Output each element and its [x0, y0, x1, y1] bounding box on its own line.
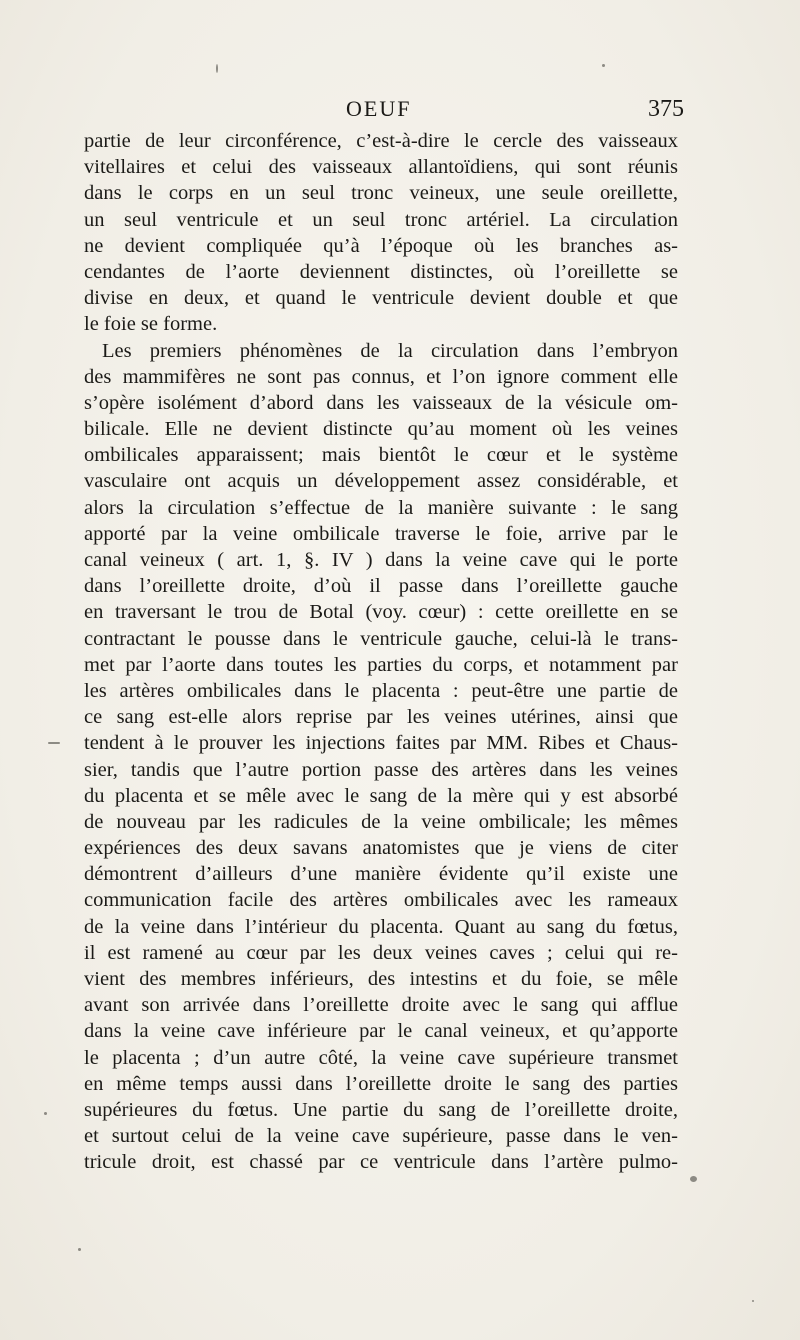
running-head: OEUF: [346, 96, 412, 121]
scan-speck: [752, 1300, 754, 1302]
text-line: sier, tandis que l’autre portion passe des artères dans les veines: [84, 758, 678, 781]
scan-speck: [690, 1176, 697, 1182]
text-line: démontrent d’ailleurs d’une manière évidente qu’il existe une: [84, 863, 678, 886]
body-text: [84, 128, 678, 1176]
text-line: communication facile des artères ombilicales avec les rameaux: [84, 889, 678, 912]
text-line: canal veineux ( art. 1, §. IV ) dans la veine cave qui le porte: [84, 549, 678, 571]
text-line: divise en deux, et quand le ventricule devient double et que: [84, 287, 678, 310]
text-line: avant son arrivée dans l’oreillette droite avec le sang qui afflue: [84, 994, 678, 1017]
text-line: supérieures du fœtus. Une partie du sang de l’oreillette droite,: [84, 1098, 678, 1121]
text-line: en traversant le trou de Botal (voy. cœur) : cette oreillette en se: [84, 601, 678, 624]
text-line: vient des membres inférieurs, des intestins et du foie, se mêle: [84, 968, 678, 990]
text-line: le foie se forme.: [84, 313, 218, 336]
page-number: 375: [648, 96, 684, 122]
scan-speck: [216, 64, 218, 73]
text-line: un seul ventricule et un seul tronc artériel. La circulation: [84, 208, 678, 231]
text-line: Les premiers phénomènes de la circulation dans l’embryon: [102, 339, 678, 362]
text-line: ne devient compliquée qu’à l’époque où les branches as-: [84, 234, 678, 257]
text-line: contractant le pousse dans le ventricule gauche, celui-là le trans-: [84, 627, 678, 650]
text-line: les artères ombilicales dans le placenta : peut-être une partie de: [84, 679, 678, 702]
scan-speck: [44, 1112, 47, 1115]
text-line: partie de leur circonférence, c’est-à-dire le cercle des vaisseaux: [84, 130, 678, 152]
text-line: alors la circulation s’effectue de la manière suivante : le sang: [84, 496, 678, 519]
text-line: dans la veine cave inférieure par le canal veineux, et qu’apporte: [84, 1020, 678, 1043]
text-line: cendantes de l’aorte deviennent distinctes, où l’oreillette se: [84, 260, 678, 283]
text-line: vitellaires et celui des vaisseaux allantoïdiens, qui sont réunis: [84, 156, 678, 179]
text-line: de nouveau par les radicules de la veine ombilicale; les mêmes: [84, 810, 678, 833]
text-line: et surtout celui de la veine cave supérieure, passe dans le ven-: [84, 1125, 678, 1148]
text-line: met par l’aorte dans toutes les parties du corps, et notamment par: [84, 653, 678, 676]
text-line: il est ramené au cœur par les deux veines caves ; celui qui re-: [84, 941, 678, 964]
scan-speck: [48, 742, 60, 744]
scan-speck: [78, 1248, 81, 1251]
text-line: vasculaire ont acquis un développement assez considérable, et: [84, 470, 678, 493]
text-line: dans l’oreillette droite, d’où il passe dans l’oreillette gauche: [84, 575, 678, 598]
text-line: tendent à le prouver les injections faites par MM. Ribes et Chaus-: [84, 732, 678, 755]
text-line: apporté par la veine ombilicale traverse le foie, arrive par le: [84, 522, 678, 545]
text-line: bilicale. Elle ne devient distincte qu’au moment où les veines: [84, 418, 678, 441]
text-line: le placenta ; d’un autre côté, la veine cave supérieure transmet: [84, 1046, 678, 1069]
text-line: ombilicales apparaissent; mais bientôt le cœur et le système: [84, 444, 678, 467]
page-header: [84, 96, 684, 126]
text-line: dans le corps en un seul tronc veineux, une seule oreillette,: [84, 182, 678, 205]
text-line: du placenta et se mêle avec le sang de la mère qui y est absorbé: [84, 784, 678, 807]
text-line: de la veine dans l’intérieur du placenta. Quant au sang du fœtus,: [84, 915, 678, 938]
text-line: en même temps aussi dans l’oreillette droite le sang des parties: [84, 1072, 678, 1095]
text-line: tricule droit, est chassé par ce ventricule dans l’artère pulmo-: [84, 1151, 678, 1174]
text-line: s’opère isolément d’abord dans les vaisseaux de la vésicule om-: [84, 391, 678, 414]
text-line: ce sang est-elle alors reprise par les veines utérines, ainsi que: [84, 706, 678, 729]
scan-speck: [602, 64, 605, 67]
text-line: expériences des deux savans anatomistes que je viens de citer: [84, 837, 678, 860]
text-line: des mammifères ne sont pas connus, et l’on ignore comment elle: [84, 365, 678, 388]
